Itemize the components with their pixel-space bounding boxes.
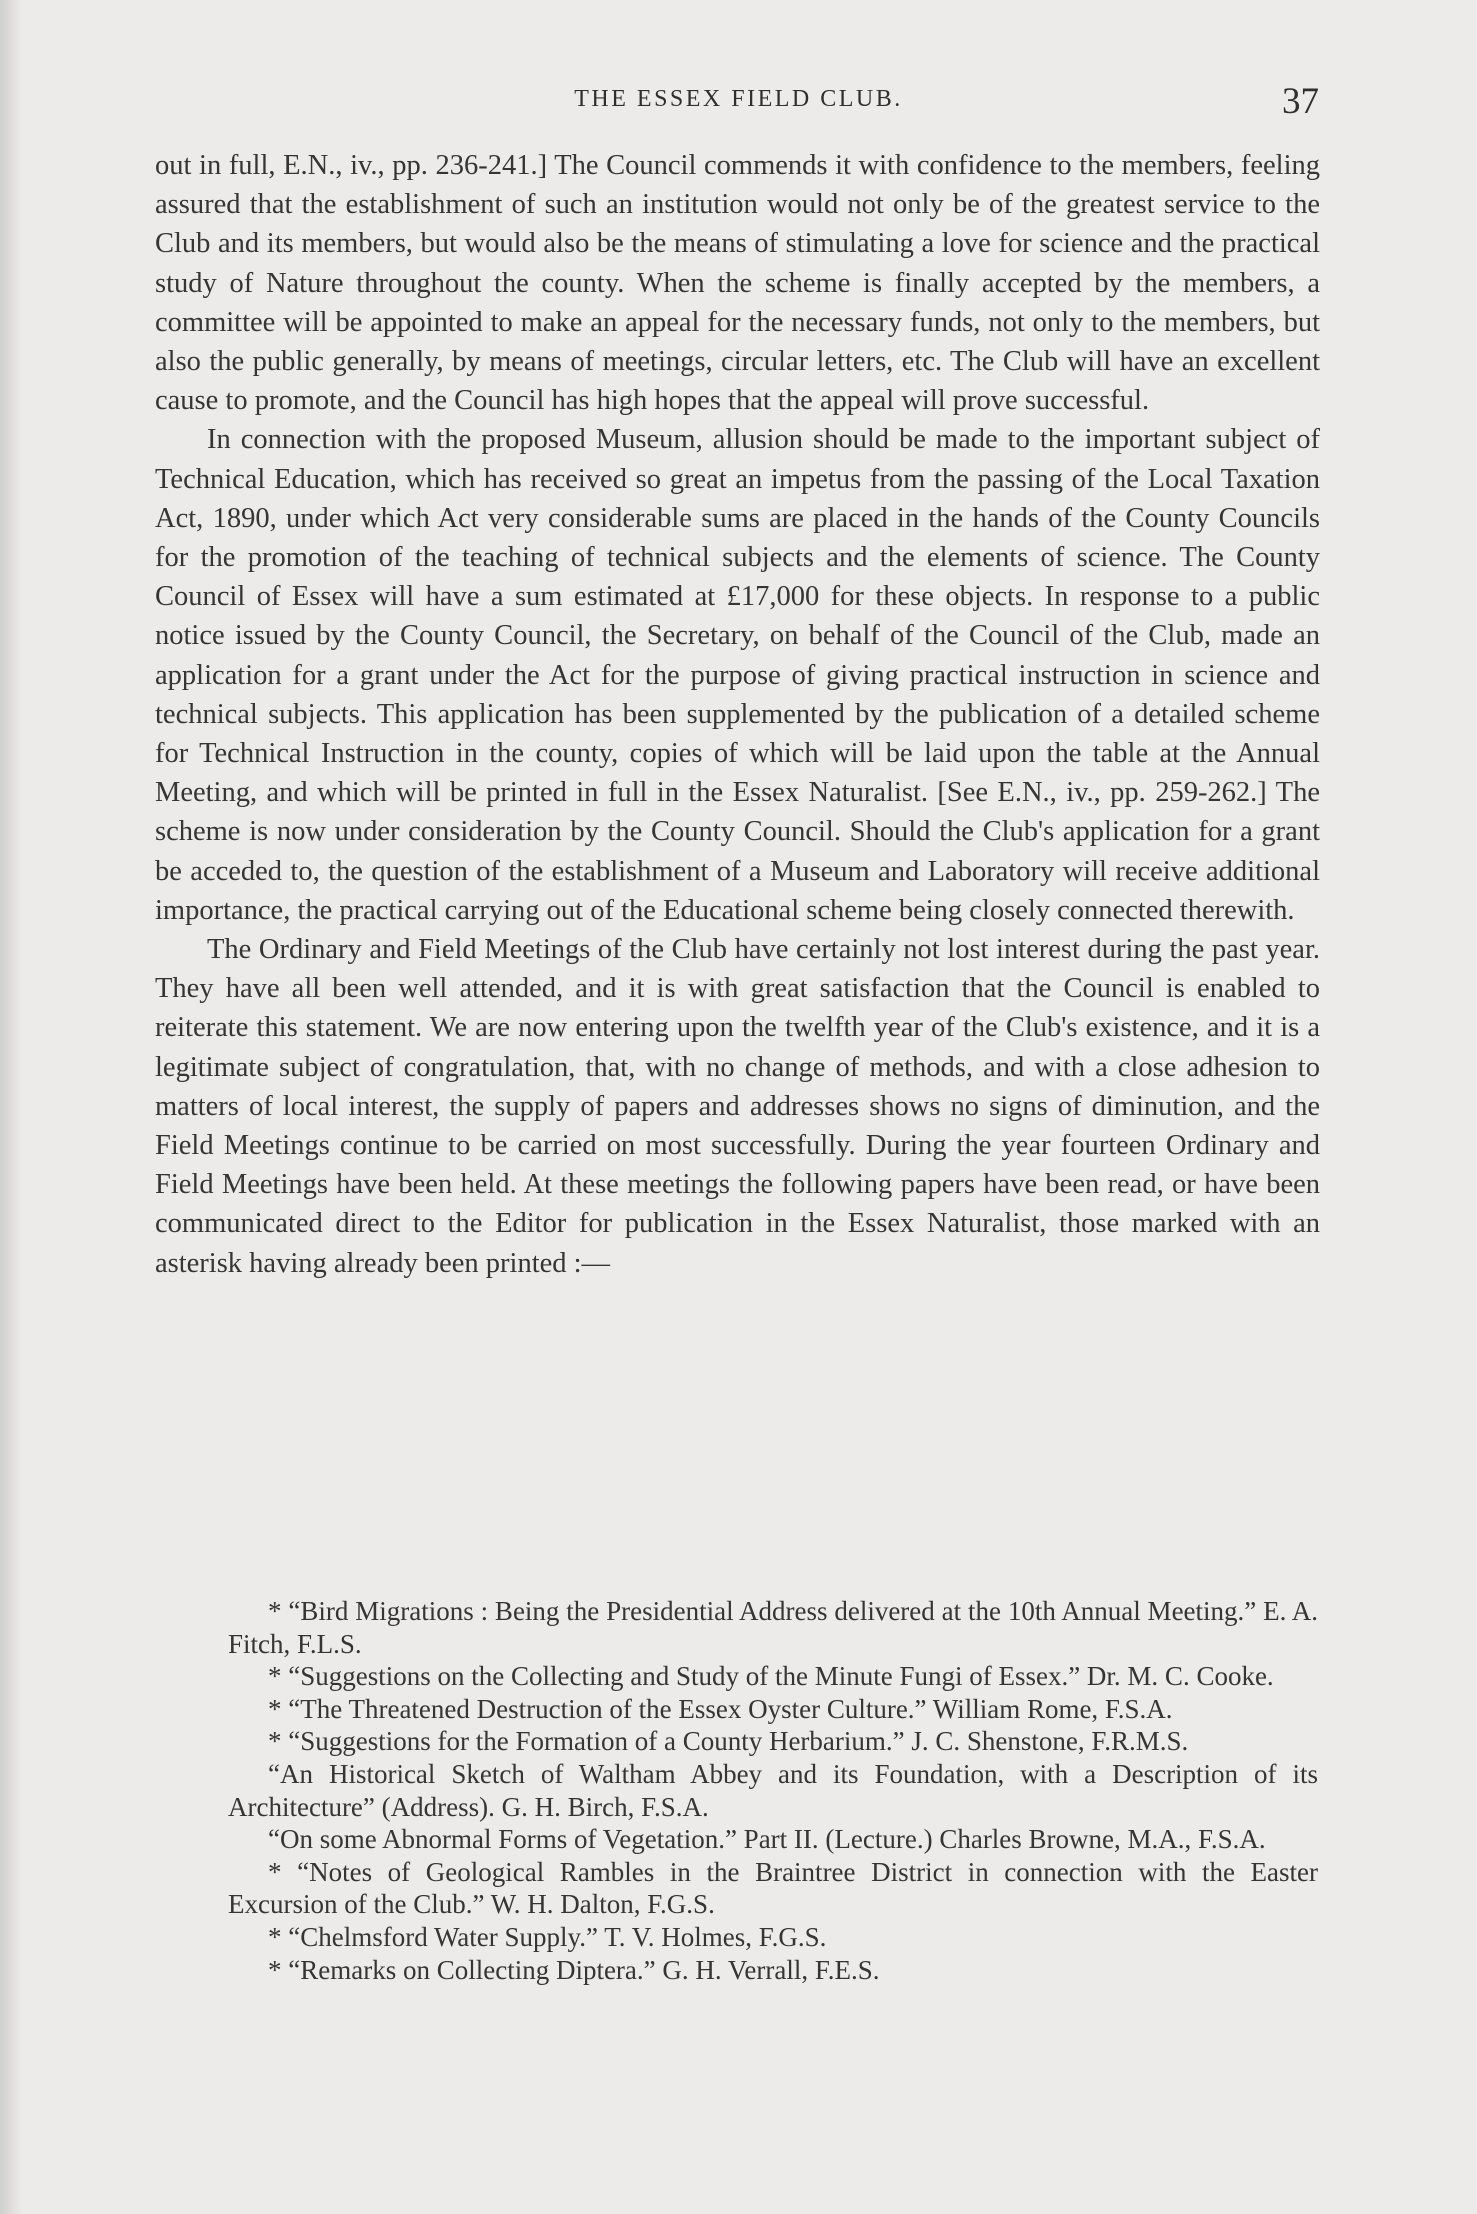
- page-number: 37: [1282, 81, 1319, 122]
- list-item: * “Suggestions on the Collecting and Study of the Minute Fungi of Essex.” Dr. M. C. Cooke.: [268, 1661, 1274, 1692]
- list-item: * “Bird Migrations : Being the Presidential Address delivered at the 10th Annual Meeting.” E. A. Fitch, F.L.S.: [228, 1596, 1318, 1659]
- body-text: [155, 146, 1320, 1283]
- list-item: * “Suggestions for the Formation of a County Herbarium.” J. C. Shenstone, F.R.M.S.: [268, 1726, 1189, 1757]
- page-header: [0, 80, 1477, 130]
- list-item: “On some Abnormal Forms of Vegetation.” Part II. (Lecture.) Charles Browne, M.A., F.S.A.: [268, 1824, 1266, 1855]
- paragraph-meetings: The Ordinary and Field Meetings of the Club have certainly not lost interest during the past year. They have all been well attended, and it is with great satisfaction that the Council is enabled to reiterate this statement. We are now entering upon the twelfth year of the Club's existence, and it is a legitimate subject of congratulation, that, with no change of methods, and with a close adhesion to matters of local interest, the supply of papers and addresses shows no signs of diminution, and the Field Meetings continue to be carried on most successfully. During the year fourteen Ordinary and Field Meetings have been held. At these meetings the following papers have been read, or have been communicated direct to the Editor for publication in the Essex Naturalist, those marked with an asterisk having already been printed :—: [155, 934, 1320, 1279]
- papers-list: [228, 1595, 1318, 1986]
- list-item: * “The Threatened Destruction of the Essex Oyster Culture.” William Rome, F.S.A.: [268, 1693, 1173, 1724]
- running-title: THE ESSEX FIELD CLUB.: [574, 86, 903, 112]
- list-item: “An Historical Sketch of Waltham Abbey and its Foundation, with a Description of its Architecture” (Address). G. H. Birch, F.S.A.: [228, 1758, 1318, 1822]
- paragraph-continuation: out in full, E.N., iv., pp. 236-241.] The Council commends it with confidence to the members, feeling assured that the establishment of such an institution would not only be of the greatest service to the Club and its members, but would also be the means of stimulating a love for science and the practical study of Nature throughout the county. When the scheme is finally accepted by the members, a committee will be appointed to make an appeal for the necessary funds, not only to the members, but also the public generally, by means of meetings, circular letters, etc. The Club will have an excellent cause to promote, and the Council has high hopes that the appeal will prove successful.: [155, 150, 1320, 417]
- page-edge-shadow: [0, 0, 22, 2214]
- paragraph-technical-education: In connection with the proposed Museum, allusion should be made to the important subject of Technical Education, which has received so great an impetus from the passing of the Local Taxation Act, 1890, under which Act very considerable sums are placed in the hands of the County Councils for the promotion of the teaching of technical subjects and the elements of science. The County Council of Essex will have a sum estimated at £17,000 for these objects. In response to a public notice issued by the County Council, the Secretary, on behalf of the Council of the Club, made an application for a grant under the Act for the purpose of giving practical instruction in science and technical subjects. This application has been supplemented by the publication of a detailed scheme for Technical Instruction in the county, copies of which will be laid upon the table at the Annual Meeting, and which will be printed in full in the Essex Naturalist. [See E.N., iv., pp. 259-262.] The scheme is now under consideration by the County Council. Should the Club's application for a grant be acceded to, the question of the establishment of a Museum and Laboratory will receive additional importance, the practical carrying out of the Educational scheme being closely connected therewith.: [155, 424, 1320, 926]
- list-item: * “Notes of Geological Rambles in the Braintree District in connection with the Easter Excursion of the Club.” W. H. Dalton, F.G.S.: [228, 1856, 1318, 1920]
- list-item: * “Remarks on Collecting Diptera.” G. H. Verrall, F.E.S.: [268, 1954, 880, 1985]
- list-item: * “Chelmsford Water Supply.” T. V. Holmes, F.G.S.: [268, 1921, 827, 1952]
